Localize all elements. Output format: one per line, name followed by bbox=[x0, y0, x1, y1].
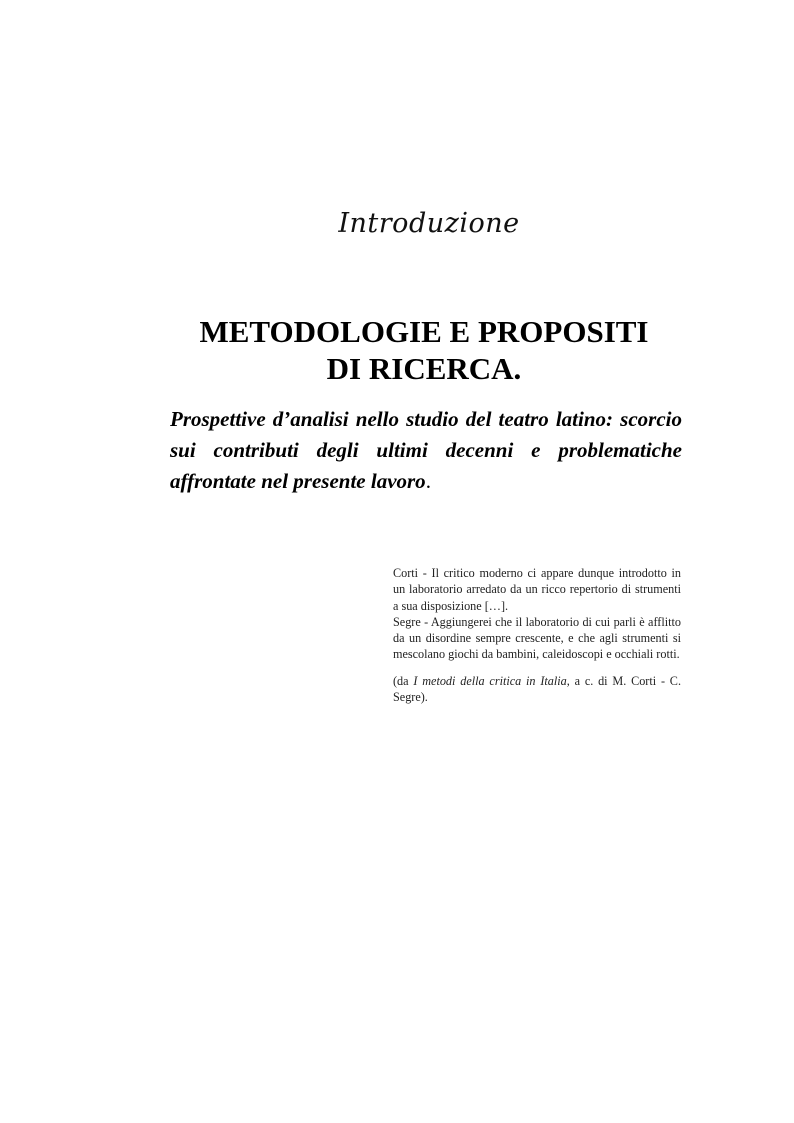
section-label: Introduzione bbox=[338, 208, 520, 239]
epigraph-paragraph-segre: Segre - Aggiungerei che il laboratorio di cui parli è afflitto da un disordine sempre crescente, e che agli strumenti si mescolano giochi da bambini, caleidoscopi e occhiali rotti. bbox=[393, 614, 681, 662]
epigraph bbox=[393, 565, 681, 705]
main-title-line-1: METODOLOGIE E PROPOSITI bbox=[199, 314, 649, 349]
epigraph-source-prefix: (da bbox=[393, 673, 414, 688]
subtitle-period: . bbox=[425, 469, 431, 493]
epigraph-paragraph-corti: Corti - Il critico moderno ci appare dunque introdotto in un laboratorio arredato da un ricco repertorio di strumenti a sua disposizione […]. bbox=[393, 566, 681, 613]
epigraph-source-suffix: , a c. di M. Corti - C. Segre). bbox=[393, 673, 681, 705]
epigraph-spacer bbox=[393, 663, 681, 673]
main-title-line-2: DI RICERCA. bbox=[326, 351, 522, 386]
subtitle bbox=[170, 404, 682, 497]
epigraph-source-title: I metodi della critica in Italia bbox=[413, 673, 567, 688]
epigraph-source bbox=[393, 673, 681, 706]
main-title bbox=[150, 313, 698, 387]
subtitle-text: Prospettive d’analisi nello studio del teatro latino: scorcio sui contributi degli ultimi decenni e problematiche affrontate nel presente lavoro bbox=[170, 407, 682, 493]
